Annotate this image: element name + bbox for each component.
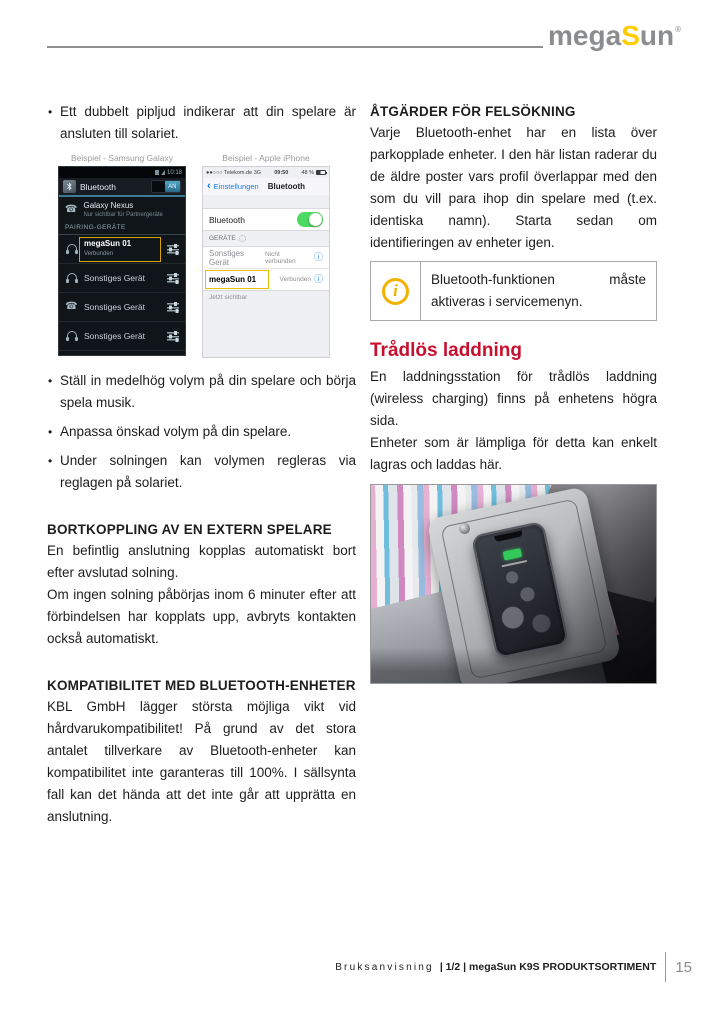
device-status: Verbunden — [279, 276, 311, 283]
device-status: Nicht verbunden — [265, 250, 296, 265]
device-name: Sonstiges Gerät — [209, 248, 245, 267]
info-box-text: Bluetooth-funktionen måste aktiveras i servicemenyn. — [431, 272, 646, 309]
paired-device-name: megaSun 01 — [209, 275, 257, 284]
ios-toggle-cell — [203, 208, 329, 231]
ios-bt-toggle — [297, 212, 323, 227]
section-paragraph: En befintlig anslutning kopplas automatiskt bort efter avslutad solning. — [47, 543, 356, 580]
battery-icon — [316, 170, 326, 175]
ios-battery-percent: 48 % — [301, 169, 314, 176]
android-screen-title: Bluetooth — [80, 181, 116, 192]
footer-doc-type: Bruksanvisning — [335, 961, 434, 973]
section-heading: BORTKOPPLING AV EN EXTERN SPELARE — [47, 522, 332, 537]
android-device-subtitle: Nur sichtbar für Partnergeräte — [83, 212, 163, 218]
paired-device-name: megaSun 01 — [84, 239, 132, 248]
android-header — [59, 178, 185, 197]
caption-iphone: Beispiel - Apple iPhone — [222, 153, 310, 163]
android-clock: 10:18 — [166, 169, 182, 176]
section-heading: ÅTGÄRDER FÖR FELSÖKNING — [370, 104, 576, 119]
headphones-icon — [64, 244, 79, 254]
bullet-item: • Anpassa önskad volym på din spelare. — [47, 421, 356, 443]
ios-section-text: GERÄTE — [209, 235, 236, 242]
spinner-icon — [239, 235, 246, 242]
page-number: 15 — [675, 958, 692, 976]
device-settings-icon — [167, 331, 179, 341]
android-device-name: Galaxy Nexus — [83, 201, 134, 210]
android-device-row — [59, 293, 185, 322]
phone-icon: ☎ — [65, 204, 78, 215]
ios-clock: 09:50 — [274, 169, 289, 176]
wireless-charging-heading: Trådlös laddning — [370, 340, 523, 361]
toggle-track — [152, 181, 165, 192]
section-paragraph: KBL GmbH lägger största möjliga vikt vid hårdvarukompatibilitet! På grund av det stora antalet tillverkare av Bluetooth-enheter kan kompatibilitet inte garanteras till 100%. I sällsynta fall kan det hända att det inte går att upprätta en anslutning. — [47, 699, 356, 824]
info-icon: ⓘ — [313, 252, 323, 262]
bullet-intro: • Ett dubbelt pipljud indikerar att din spelare är ansluten till solariet. — [47, 101, 356, 145]
photo-vignette — [371, 485, 656, 683]
bluetooth-icon — [63, 180, 76, 193]
footer-doc-title: | 1/2 | megaSun K9S PRODUKTSORTIMENT — [439, 961, 657, 973]
screenshot-row — [47, 166, 356, 358]
logo-part2: un — [639, 20, 675, 51]
headphones-icon — [64, 273, 79, 283]
left-column — [47, 101, 356, 828]
wireless-charging-photo — [370, 484, 657, 684]
disconnect-section — [47, 519, 356, 650]
logo-part1: mega — [548, 20, 622, 51]
toggle-on-label: AN — [165, 181, 180, 192]
headphones-icon — [64, 331, 79, 341]
ios-status-bar — [203, 167, 329, 178]
android-status-bar — [59, 167, 185, 178]
section-paragraph: Om ingen solning påbörjas inom 6 minuter efter att förbindelsen har kopplats upp, avbryts kontakten också automatiskt. — [47, 587, 356, 646]
device-settings-icon — [167, 302, 179, 312]
ios-section-label — [203, 231, 329, 246]
info-icon-cell — [371, 262, 421, 320]
android-own-device-row — [59, 197, 185, 222]
bullet-item: • Ställ in medelhög volym på din spelare och börja spela musik. — [47, 370, 356, 414]
signal-icon — [161, 170, 165, 175]
device-name: Sonstiges Gerät — [84, 302, 145, 312]
info-icon: ⓘ — [313, 274, 323, 284]
phone-icon: ☎ — [65, 301, 78, 312]
footer-divider — [665, 952, 666, 982]
caption-samsung: Beispiel - Samsung Galaxy — [70, 153, 174, 163]
android-section-label: PAIRING-GERÄTE — [59, 222, 185, 235]
android-bt-toggle — [151, 180, 181, 193]
device-name: Sonstiges Gerät — [84, 331, 145, 341]
ios-back-label: Einstellungen — [213, 182, 259, 191]
section-paragraph: Enheter som är lämpliga för detta kan enkelt lagras och laddas här. — [370, 435, 657, 472]
android-device-row — [59, 235, 185, 264]
ios-bluetooth-screenshot — [202, 166, 330, 358]
troubleshooting-section — [370, 101, 657, 254]
bullet-item: • Under solningen kan volymen regleras via reglagen på solariet. — [47, 450, 356, 494]
ios-screen-title: Bluetooth — [267, 182, 306, 191]
ios-device-row — [203, 247, 329, 268]
section-paragraph: En laddningsstation för trådlös laddning (wireless charging) finns på enhetens högra sida. — [370, 369, 657, 428]
megasun-logo — [548, 20, 680, 52]
compatibility-section — [47, 675, 356, 828]
right-column — [370, 101, 657, 684]
back-chevron-icon: ‹ — [207, 180, 211, 192]
ios-nav-bar — [203, 178, 329, 195]
page-footer — [0, 952, 692, 982]
info-circle-icon: i — [382, 278, 409, 305]
logo-accent: S — [621, 20, 640, 51]
section-heading: KOMPATIBILITET MED BLUETOOTH-ENHETER — [47, 678, 356, 693]
android-bluetooth-screenshot — [58, 166, 186, 356]
header-rule — [47, 46, 543, 48]
screenshot-captions — [47, 153, 356, 163]
battery-icon — [155, 170, 159, 175]
info-box — [370, 261, 657, 321]
device-settings-icon — [167, 244, 179, 254]
registered-mark: ® — [675, 25, 681, 34]
device-name: Sonstiges Gerät — [84, 273, 145, 283]
android-device-row — [59, 322, 185, 351]
paired-device-status: Verbunden — [84, 251, 114, 257]
ios-device-list — [203, 246, 329, 291]
device-settings-icon — [167, 273, 179, 283]
ios-carrier: ●●○○○ Telekom.de 3G — [206, 169, 262, 176]
ios-device-row — [203, 269, 329, 290]
ios-bluetooth-label: Bluetooth — [209, 214, 245, 225]
android-device-row — [59, 264, 185, 293]
ios-visibility-note: Jetzt sichtbar — [209, 294, 248, 301]
section-paragraph: Varje Bluetooth-enhet har en lista över parkopplade enheter. I den här listan raderar du de äldre poster vars profil överlappar med den som du vill para ihop din spelare med (t.ex. identiska namn). Starta sedan om identifieringen av enheter igen. — [370, 125, 657, 250]
